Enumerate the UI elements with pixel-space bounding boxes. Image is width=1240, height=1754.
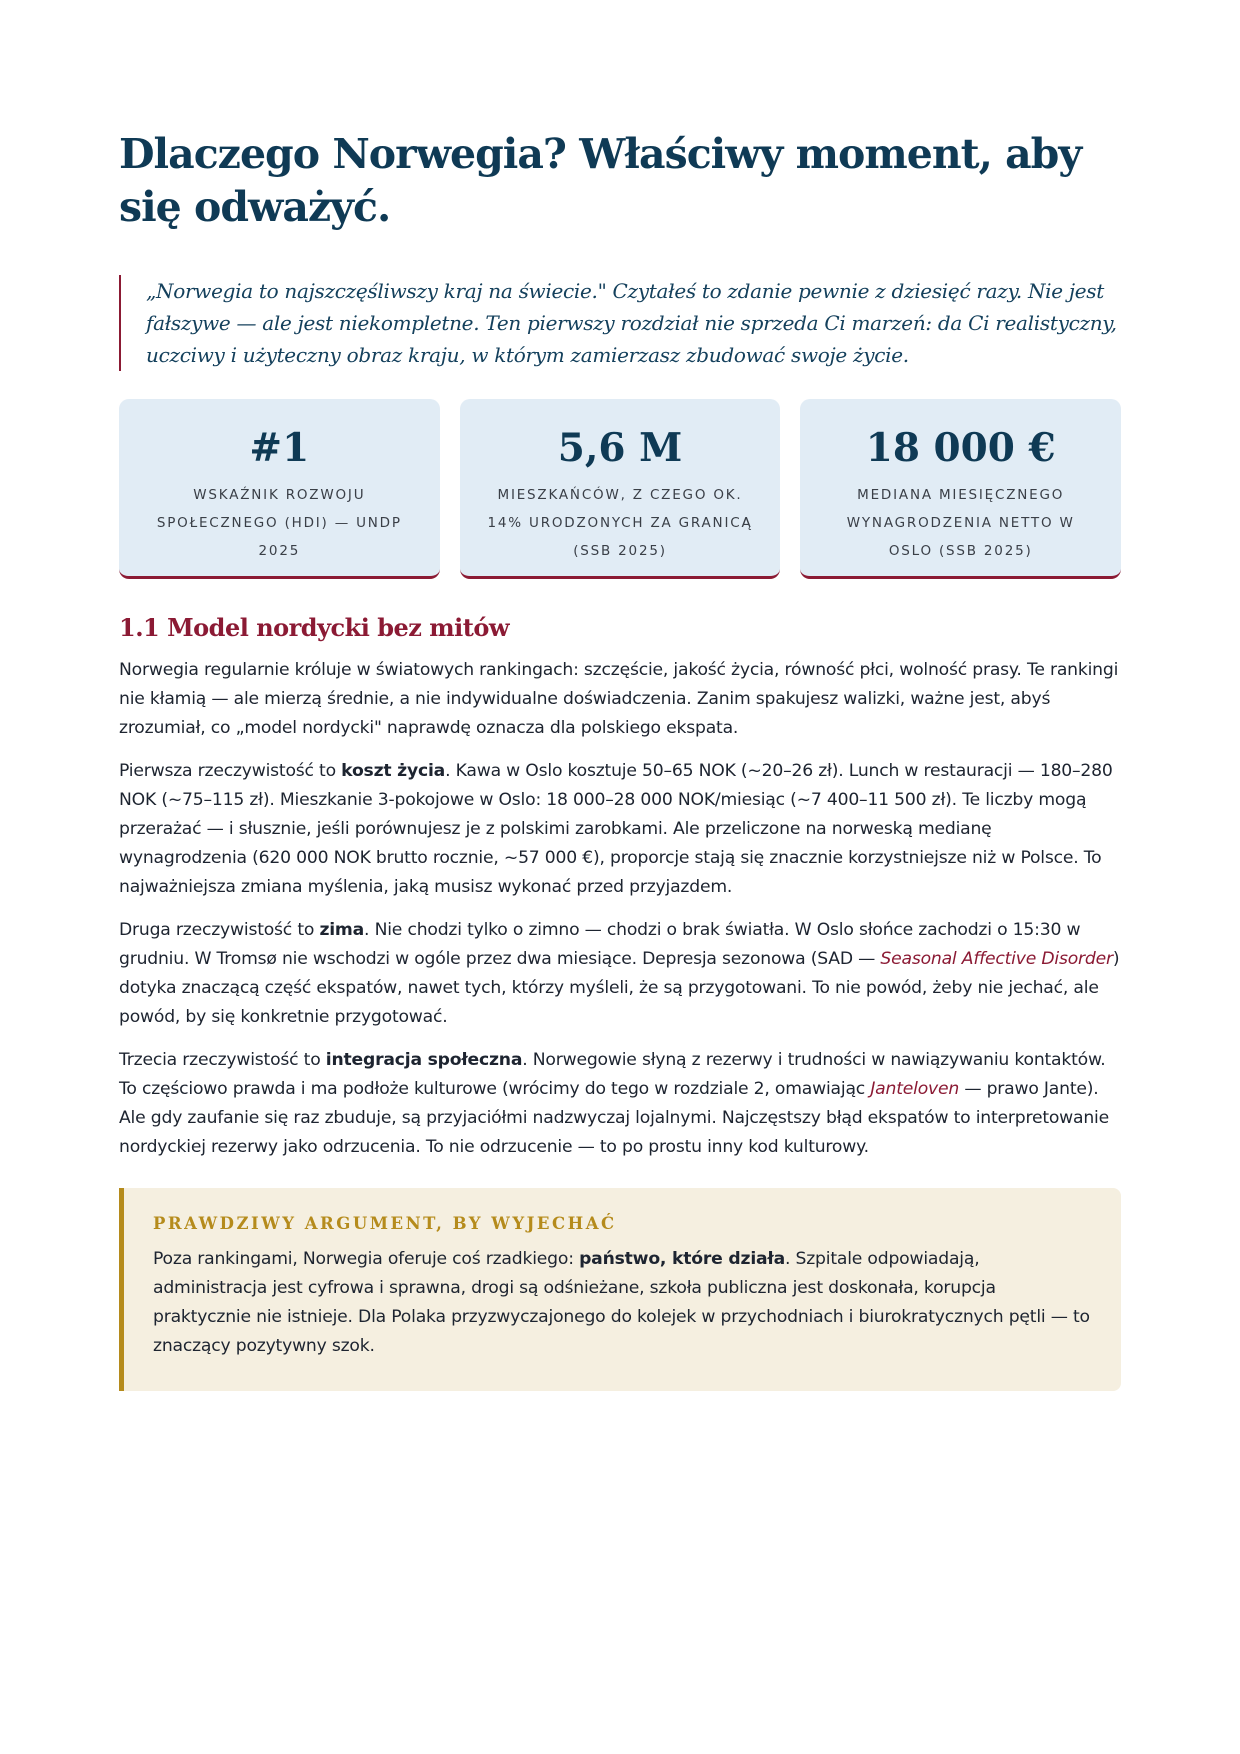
stat-value: #1 xyxy=(249,425,310,471)
text-span: . Norwegowie słyną z rezerwy i trudności w nawiązywaniu kontaktów. To częściowo prawda i ma podłoże kulturowe (wrócimy do tego w rozdziale 2, omawiając xyxy=(119,1050,1106,1099)
stats-row xyxy=(119,399,1121,579)
bold-term: państwo, które działa xyxy=(579,1249,785,1269)
text-span: . Nie chodzi tylko o zimno — chodzi o brak światła. W Oslo słońce zachodzi o 15:30 w grudniu. W Tromsø nie wschodzi w ogóle przez dwa miesiące. Depresja sezonowa (SAD — xyxy=(119,920,1081,969)
callout-box xyxy=(119,1188,1121,1391)
stat-card-population xyxy=(460,399,781,579)
bold-term: integracja społeczna xyxy=(325,1050,523,1070)
bold-term: zima xyxy=(319,920,365,940)
text-span: ) dotyka znaczącą część ekspatów, nawet tych, którzy myśleli, że są przygotowani. To nie powód, żeby nie jechać, ale powód, by się konkretnie przygotować. xyxy=(119,949,1120,1027)
text-span: . Szpitale odpowiadają, administracja jest cyfrowa i sprawna, drogi są odśnieżane, szkoła publiczna jest doskonała, korupcja praktycznie nie istnieje. Dla Polaka przyzwyczajonego do kolejek w przychodniach i biurokratycznych pętli — to znaczący pozytywny szok. xyxy=(153,1249,1090,1356)
stat-label: WSKAŹNIK ROZWOJU SPOŁECZNEGO (HDI) — UNDP 2025 xyxy=(156,487,402,559)
text-span: Druga rzeczywistość to xyxy=(119,920,320,940)
stat-card-hdi xyxy=(119,399,440,579)
stat-value: 5,6 M xyxy=(557,425,683,471)
stat-card-salary xyxy=(800,399,1121,579)
section-heading: 1.1 Model nordycki bez mitów xyxy=(119,613,510,642)
text-span: — prawo Jante). Ale gdy zaufanie się raz zbuduje, są przyjaciółmi nadzwyczaj lojalnymi. Najczęstszy błąd ekspatów to interpretowanie nordyckiej rezerwy jako odrzucenia. To nie odrzucenie — to po prostu inny kod kulturowy. xyxy=(119,1079,1110,1157)
paragraph-winter xyxy=(119,916,1121,1032)
text-span: . Kawa w Oslo kosztuje 50–65 NOK (~20–26 zł). Lunch w restauracji — 180–280 NOK (~75–115 zł). Mieszkanie 3-pokojowe w Oslo: 18 000–28 000 NOK/miesiąc (~7 400–11 500 zł). Te liczby mogą przerażać — i słusznie, jeśli porównujesz je z polskimi zarobkami. Ale przeliczone na norweską medianę wynagrodzenia (620 000 NOK brutto rocznie, ~57 000 €), proporcje stają się znacznie korzystniejsze niż w Polsce. To najważniejsza zmiana myślenia, jaką musisz wykonać przed przyjazdem. xyxy=(119,761,1113,897)
paragraph-cost-of-living xyxy=(119,757,1121,902)
stat-label: MIESZKAŃCÓW, Z CZEGO OK. 14% URODZONYCH ZA GRANICĄ (SSB 2025) xyxy=(487,487,753,559)
text-span: Poza rankingami, Norwegia oferuje coś rzadkiego: xyxy=(153,1249,580,1269)
callout-title: PRAWDZIWY ARGUMENT, BY WYJECHAĆ xyxy=(153,1214,617,1233)
page-title: Dlaczego Norwegia? Właściwy moment, aby się odważyć. xyxy=(119,130,1082,231)
text-span: Pierwsza rzeczywistość to xyxy=(119,761,342,781)
callout-text xyxy=(153,1245,1091,1361)
text-span: Trzecia rzeczywistość to xyxy=(119,1050,326,1070)
italic-term: Janteloven xyxy=(870,1079,960,1099)
stat-value: 18 000 € xyxy=(865,425,1056,471)
stat-label: MEDIANA MIESIĘCZNEGO WYNAGRODZENIA NETTO W OSLO (SSB 2025) xyxy=(846,487,1075,559)
lead-quote: „Norwegia to najszczęśliwszy kraj na świecie." Czytałeś to zdanie pewnie z dziesięć razy. Nie jest fałszywe — ale jest niekompletne. Ten pierwszy rozdział nie sprzeda Ci marzeń: da Ci realistyczny, uczciwy i użyteczny obraz kraju, w którym zamierzasz zbudować swoje życie. xyxy=(119,275,1121,371)
italic-term: Seasonal Affective Disorder xyxy=(880,949,1113,969)
bold-term: koszt życia xyxy=(341,761,446,781)
paragraph-integration xyxy=(119,1046,1121,1162)
paragraph-intro: Norwegia regularnie króluje w światowych rankingach: szczęście, jakość życia, równość płci, wolność prasy. Te rankingi nie kłamią — ale mierzą średnie, a nie indywidualne doświadczenia. Zanim spakujesz walizki, ważne jest, abyś zrozumiał, co „model nordycki" naprawdę oznacza dla polskiego ekspata. xyxy=(119,660,1119,738)
